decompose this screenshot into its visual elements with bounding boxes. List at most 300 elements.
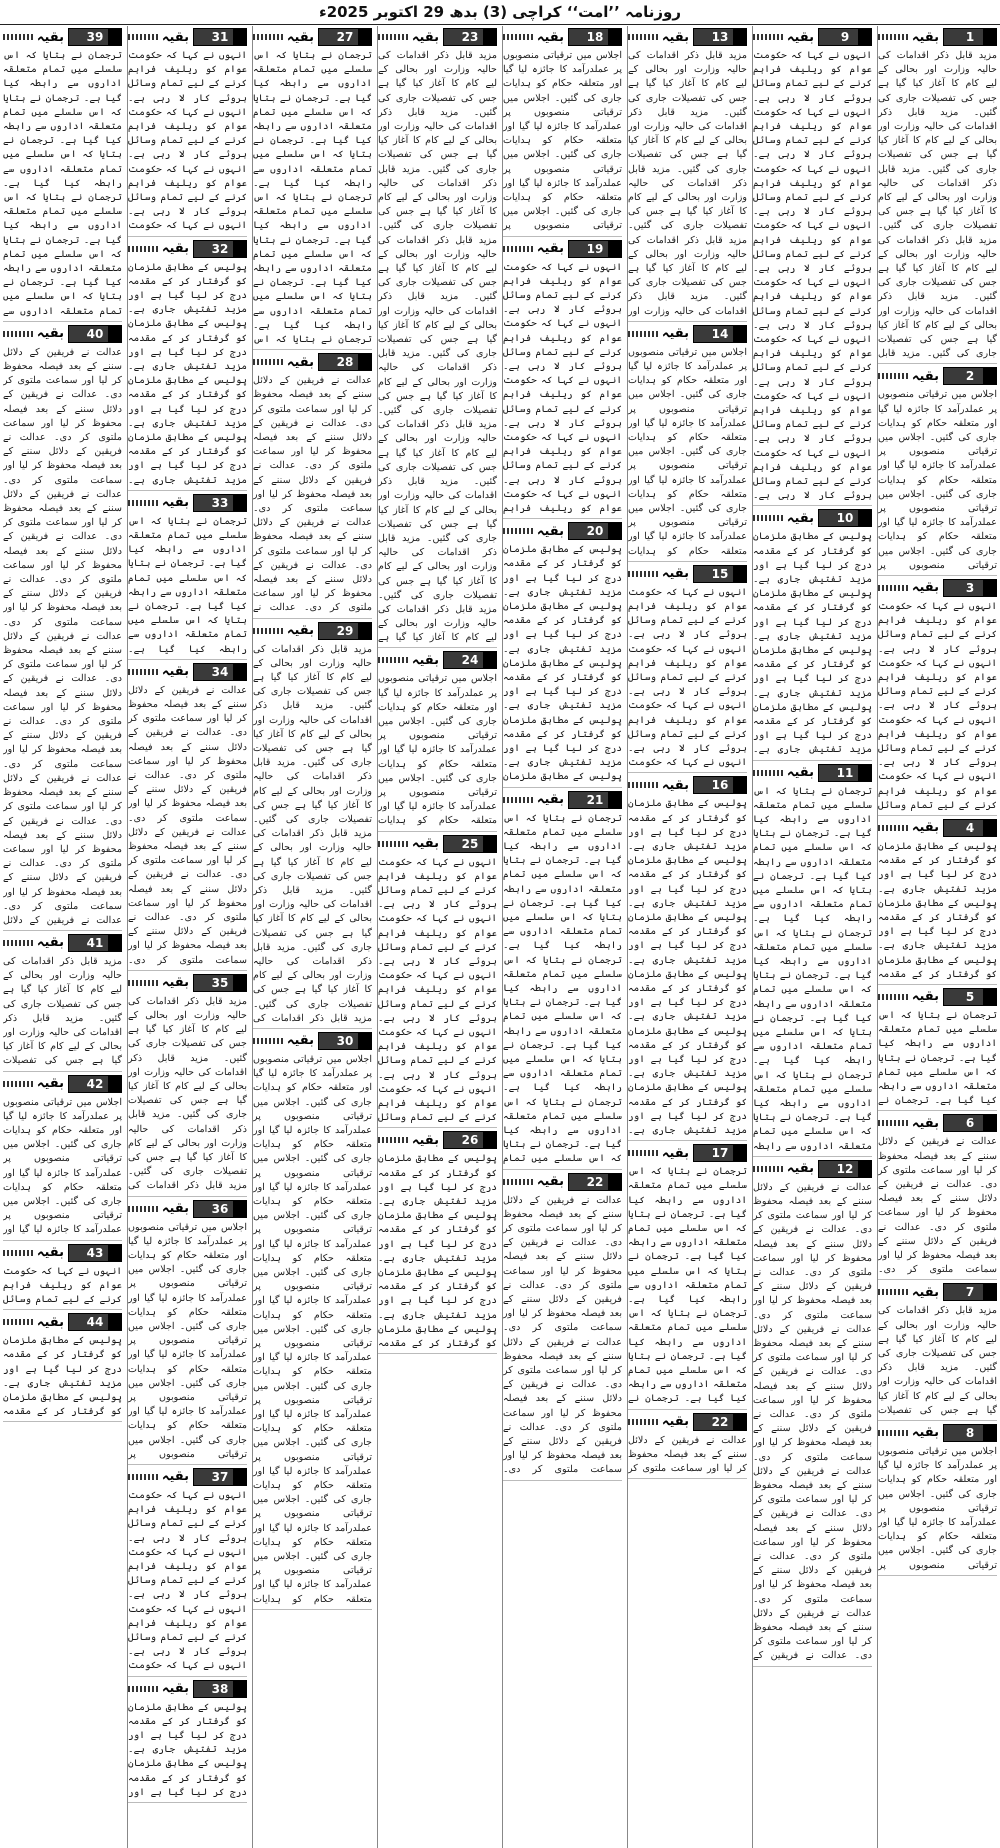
divider (128, 236, 247, 237)
continuation-block-43 (3, 1244, 122, 1311)
continuation-block-29 (253, 622, 372, 1029)
divider (253, 349, 372, 350)
continuation-number: 38 (193, 1680, 247, 1698)
tag-rule (503, 528, 533, 534)
divider (3, 1309, 122, 1310)
continuation-tag (503, 522, 622, 540)
divider (253, 1028, 372, 1029)
continuation-number: 10 (818, 509, 872, 527)
continuation-label: بقیہ (161, 1469, 189, 1485)
divider (628, 1478, 747, 1479)
tag-rule (378, 657, 408, 663)
columns-container (0, 26, 1000, 1848)
divider (878, 1420, 997, 1421)
tag-rule (253, 628, 283, 634)
masthead: روزنامہ ’’امت‘‘ کراچی (3) بدھ 29 اکتوبر 2025ء (0, 0, 1000, 25)
continuation-label: بقیہ (911, 368, 939, 384)
continuation-block-2 (878, 367, 997, 576)
continuation-label: بقیہ (36, 326, 64, 342)
tag-rule (378, 841, 408, 847)
article-text: عدالت نے فریقین کے دلائل سننے کے بعد فیصلہ محفوظ کر لیا اور سماعت ملتوی کر دی۔ عدالت نے فریقین کے دلائل سننے کے بعد فیصلہ محفوظ کر لیا اور سماعت ملتوی کر دی۔ عدالت نے فریقین کے دلائل سننے کے بعد فیصلہ محفوظ کر لیا اور سماعت ملتوی کر دی۔ (878, 1136, 997, 1276)
continuation-label: بقیہ (786, 510, 814, 526)
article-text: ترجمان نے بتایا کہ اس سلسلے میں تمام متعلقہ اداروں سے رابطہ کیا گیا ہے۔ ترجمان نے بتایا کہ اس سلسلے میں تمام متعلقہ اداروں سے رابطہ کیا گیا ہے۔ ترجمان نے بتایا کہ اس سلسلے میں تمام متعلقہ اداروں سے رابطہ کیا گیا ہے۔ ترجمان نے بتایا کہ اس سلسلے میں تمام متعلقہ اداروں سے رابطہ کیا گیا ہے۔ ترجمان نے بتایا کہ اس سلسلے میں تمام متعلقہ اداروں سے رابطہ کیا گیا ہے۔ ترجمان نے بتایا کہ اس سلسلے میں تمام متعلقہ اداروں سے رابطہ کیا گیا ہے۔ ترجمان نے بتایا کہ اس سلسلے میں تمام متعلقہ اداروں سے رابطہ کیا گیا ہے۔ ترجمان نے بتایا کہ اس سلسلے میں تمام (503, 812, 622, 1165)
tag-rule (878, 994, 908, 1000)
article-text: عدالت نے فریقین کے دلائل سننے کے بعد فیصلہ محفوظ کر لیا اور سماعت ملتوی کر (628, 1434, 747, 1474)
column-2 (752, 26, 872, 1848)
continuation-block-20 (503, 522, 622, 787)
column-4 (502, 26, 622, 1848)
tag-rule (378, 1137, 408, 1143)
continuation-number: 28 (318, 353, 372, 371)
continuation-label: بقیہ (411, 29, 439, 45)
article-text: مزید قابل ذکر اقدامات کی حالیہ وزارت اور بحالی کے لیے کام کا آغاز کیا گیا ہے جس کی تفصیلات جاری کی گئیں۔ مزید قابل ذکر اقدامات کی حالیہ وزارت اور بحالی کے لیے کام کا آغاز کیا گیا ہے جس کی تفصیلات جاری کی گئیں۔ مزید قابل ذکر اقدامات کی حالیہ وزارت اور بحالی کے لیے کام کا آغاز کیا گیا ہے جس کی تفصیلات جاری کی گئیں۔ مزید قابل ذکر اقدامات کی حالیہ وزارت اور بحالی کے لیے کام کا آغاز کیا گیا ہے جس کی تفصیلات جاری کی گئیں۔ مزید قابل ذکر اقدامات کی حالیہ وزارت اور بحالی کے لیے کام کا آغاز کیا گیا ہے جس کی تفصیلات جاری کی گئیں۔ مزید قابل ذکر اقدامات کی حالیہ وزارت اور بحالی کے لیے کام کا آغاز کیا گیا ہے جس کی تفصیلات جاری کی گئیں۔ مزید قابل ذکر اقدامات کی (253, 643, 372, 1024)
continuation-block-31 (128, 28, 247, 237)
continuation-number: 19 (568, 240, 622, 258)
column-5 (377, 26, 497, 1848)
article-text: اجلاس میں ترقیاتی منصوبوں پر عملدرآمد کا جائزہ لیا گیا اور متعلقہ حکام کو ہدایات جاری کی گئیں۔ اجلاس میں ترقیاتی منصوبوں پر عملدرآمد کا جائزہ لیا گیا اور متعلقہ حکام کو ہدایات جاری کی گئیں۔ اجلاس میں ترقیاتی منصوبوں پر عملدرآمد کا جائزہ لیا گیا اور متعلقہ حکام کو ہدایات جاری کی گئیں۔ اجلاس میں ترقیاتی منصوبوں پر عملدرآمد کا جائزہ لیا گیا اور متعلقہ حکام کو ہدایات (628, 346, 747, 557)
continuation-label: بقیہ (36, 29, 64, 45)
continuation-number: 1 (943, 28, 997, 46)
divider (503, 787, 622, 788)
divider (128, 490, 247, 491)
continuation-tag (878, 1424, 997, 1442)
continuation-tag (128, 1200, 247, 1218)
divider (503, 236, 622, 237)
continuation-label: بقیہ (161, 664, 189, 680)
continuation-number: 13 (693, 28, 747, 46)
continuation-block-28 (253, 353, 372, 618)
continuation-tag (253, 622, 372, 640)
continuation-tag (128, 1680, 247, 1698)
continuation-block-16 (628, 776, 747, 1141)
article-text: انہوں نے کہا کہ حکومت عوام کو ریلیف فراہم کرنے کے لیے تمام وسائل بروئے کار لا رہی ہے۔ انہوں نے کہا کہ حکومت عوام کو ریلیف فراہم کرنے کے لیے تمام وسائل بروئے کار لا رہی ہے۔ انہوں نے کہا کہ حکومت عوام کو ریلیف فراہم کرنے کے لیے تمام وسائل بروئے کار لا رہی ہے۔ انہوں نے کہا کہ حکومت عوام کو ریلیف فراہم کرنے کے لیے تمام وسائل بروئے کار لا رہی ہے۔ انہوں نے کہا کہ حکومت عوام کو ریلیف فراہم کرنے کے لیے تمام وسائل بروئے کار لا رہی ہے۔ انہوں نے کہا کہ حکومت عوام کو ریلیف فراہم کرنے کے لیے تمام وسائل بروئے کار لا رہی ہے۔ انہوں نے کہا کہ حکومت عوام کو ریلیف فراہم کرنے کے لیے تمام وسائل بروئے کار لا رہی ہے۔ انہوں نے کہا کہ حکومت عوام کو ریلیف فراہم کرنے کے لیے تمام وسائل بروئے کار لا رہی ہے۔ (753, 50, 872, 502)
continuation-label: بقیہ (411, 836, 439, 852)
continuation-block-21 (503, 791, 622, 1170)
continuation-block-44 (3, 1313, 122, 1422)
continuation-number: 21 (568, 791, 622, 809)
tag-rule (3, 1319, 33, 1325)
continuation-block-24 (378, 651, 497, 831)
continuation-number: 6 (943, 1114, 997, 1132)
article-text: اجلاس میں ترقیاتی منصوبوں پر عملدرآمد کا جائزہ لیا گیا اور متعلقہ حکام کو ہدایات جاری کی گئیں۔ اجلاس میں ترقیاتی منصوبوں پر عملدرآمد کا جائزہ لیا گیا اور متعلقہ حکام کو ہدایات جاری کی گئیں۔ اجلاس میں ترقیاتی منصوبوں پر عملدرآمد کا جائزہ لیا گیا اور متعلقہ حکام کو ہدایات جاری کی گئیں۔ اجلاس میں ترقیاتی منصوبوں پر (503, 50, 622, 232)
article-text: عدالت نے فریقین کے دلائل سننے کے بعد فیصلہ محفوظ کر لیا اور سماعت ملتوی کر دی۔ عدالت نے فریقین کے دلائل سننے کے بعد فیصلہ محفوظ کر لیا اور سماعت ملتوی کر دی۔ عدالت نے فریقین کے دلائل سننے کے بعد فیصلہ محفوظ کر لیا اور سماعت ملتوی کر دی۔ عدالت نے فریقین کے دلائل سننے کے بعد فیصلہ محفوظ کر لیا اور سماعت ملتوی کر دی۔ عدالت نے فریقین کے دلائل سننے کے بعد فیصلہ محفوظ کر لیا اور سماعت ملتوی کر دی۔ عدالت نے فریقین کے دلائل سننے کے بعد فیصلہ محفوظ کر لیا اور سماعت ملتوی کر دی۔ (128, 684, 247, 966)
article-text: عدالت نے فریقین کے دلائل سننے کے بعد فیصلہ محفوظ کر لیا اور سماعت ملتوی کر دی۔ عدالت نے فریقین کے دلائل سننے کے بعد فیصلہ محفوظ کر لیا اور سماعت ملتوی کر دی۔ عدالت نے فریقین کے دلائل سننے کے بعد فیصلہ محفوظ کر لیا اور سماعت ملتوی کر دی۔ عدالت نے فریقین کے دلائل سننے کے بعد فیصلہ محفوظ کر لیا اور سماعت ملتوی کر دی۔ عدالت نے فریقین کے دلائل سننے کے بعد فیصلہ محفوظ کر لیا اور سماعت ملتوی کر دی۔ عدالت نے (253, 375, 372, 614)
continuation-block-12 (753, 1160, 872, 1667)
continuation-label: بقیہ (411, 1132, 439, 1148)
tag-rule (503, 1179, 533, 1185)
continuation-label: بقیہ (161, 29, 189, 45)
tag-rule (753, 1166, 783, 1172)
tag-rule (128, 246, 158, 252)
continuation-block-3 (878, 579, 997, 816)
continuation-number: 26 (443, 1131, 497, 1149)
continuation-label: بقیہ (161, 975, 189, 991)
divider (503, 1480, 622, 1481)
tag-rule (628, 331, 658, 337)
tag-rule (628, 782, 658, 788)
continuation-label: بقیہ (661, 777, 689, 793)
continuation-tag (503, 240, 622, 258)
divider (628, 321, 747, 322)
continuation-number: 15 (693, 565, 747, 583)
continuation-number: 17 (693, 1144, 747, 1162)
continuation-tag (628, 325, 747, 343)
tag-rule (3, 331, 33, 337)
tag-rule (128, 34, 158, 40)
continuation-block-35 (128, 974, 247, 1197)
continuation-tag (878, 1283, 997, 1301)
continuation-label: بقیہ (536, 523, 564, 539)
continuation-label: بقیہ (286, 354, 314, 370)
article-text: انہوں نے کہا کہ حکومت عوام کو ریلیف فراہم کرنے کے لیے تمام وسائل (3, 1265, 122, 1305)
continuation-tag (628, 776, 747, 794)
tag-rule (253, 1038, 283, 1044)
continuation-tag (3, 1244, 122, 1262)
divider (753, 760, 872, 761)
continuation-label: بقیہ (36, 1076, 64, 1092)
continuation-number: 27 (318, 28, 372, 46)
continuation-block-15 (628, 565, 747, 774)
continuation-tag (128, 28, 247, 46)
article-text: عدالت نے فریقین کے دلائل سننے کے بعد فیصلہ محفوظ کر لیا اور سماعت ملتوی کر دی۔ عدالت نے فریقین کے دلائل سننے کے بعد فیصلہ محفوظ کر لیا اور سماعت ملتوی کر دی۔ عدالت نے فریقین کے دلائل سننے کے بعد فیصلہ محفوظ کر لیا اور سماعت ملتوی کر دی۔ عدالت نے فریقین کے دلائل سننے کے بعد فیصلہ محفوظ کر لیا اور سماعت ملتوی کر دی۔ عدالت نے فریقین کے دلائل سننے کے بعد فیصلہ محفوظ کر لیا اور سماعت ملتوی کر دی۔ عدالت نے فریقین کے دلائل سننے کے بعد فیصلہ محفوظ کر لیا اور سماعت ملتوی کر دی۔ عدالت نے فریقین کے دلائل سننے کے بعد فیصلہ محفوظ کر لیا اور سماعت ملتوی کر دی۔ عدالت نے فریقین کے دلائل سننے کے بعد فیصلہ محفوظ کر لیا اور سماعت ملتوی کر دی۔ عدالت نے فریقین کے دلائل سننے کے بعد فیصلہ محفوظ کر لیا اور سماعت ملتوی کر دی۔ عدالت نے فریقین کے دلائل سننے کے بعد فیصلہ محفوظ کر لیا اور سماعت ملتوی کر دی۔ عدالت نے فریقین کے (753, 1181, 872, 1662)
continuation-number: 40 (68, 325, 122, 343)
continuation-label: بقیہ (411, 652, 439, 668)
continuation-tag (253, 1032, 372, 1050)
continuation-tag (503, 28, 622, 46)
continuation-tag (628, 565, 747, 583)
continuation-block-36 (128, 1200, 247, 1465)
continuation-block-40 (3, 325, 122, 931)
continuation-label: بقیہ (161, 495, 189, 511)
continuation-block-18 (503, 28, 622, 237)
continuation-block-34 (128, 663, 247, 971)
tag-rule (128, 980, 158, 986)
tag-rule (628, 34, 658, 40)
continuation-label: بقیہ (286, 29, 314, 45)
continuation-tag (628, 1144, 747, 1162)
continuation-tag (378, 1131, 497, 1149)
tag-rule (878, 34, 908, 40)
divider (753, 505, 872, 506)
continuation-block-23 (378, 28, 497, 648)
article-text: پولیس کے مطابق ملزمان کو گرفتار کر کے مقدمہ درج کر لیا گیا ہے اور مزید تفتیش جاری ہے۔ پولیس کے مطابق ملزمان کو گرفتار کر کے مقدمہ درج کر لیا گیا ہے اور مزید تفتیش جاری ہے۔ پولیس کے مطابق ملزمان کو گرفتار کر کے مقدمہ (878, 840, 997, 980)
tag-rule (128, 1206, 158, 1212)
divider (128, 970, 247, 971)
continuation-label: بقیہ (36, 935, 64, 951)
continuation-block-42 (3, 1075, 122, 1241)
divider (503, 518, 622, 519)
continuation-number: 3 (943, 579, 997, 597)
tag-rule (878, 373, 908, 379)
divider (3, 321, 122, 322)
tag-rule (378, 34, 408, 40)
article-text: پولیس کے مطابق ملزمان کو گرفتار کر کے مقدمہ درج کر لیا گیا ہے اور مزید تفتیش جاری ہے۔ پولیس کے مطابق ملزمان کو گرفتار کر کے مقدمہ (3, 1335, 122, 1418)
continuation-tag (378, 651, 497, 669)
article-text: اجلاس میں ترقیاتی منصوبوں پر عملدرآمد کا جائزہ لیا گیا اور متعلقہ حکام کو ہدایات جاری کی گئیں۔ اجلاس میں ترقیاتی منصوبوں پر عملدرآمد کا جائزہ لیا گیا اور متعلقہ حکام کو ہدایات جاری کی گئیں۔ اجلاس میں ترقیاتی منصوبوں پر عملدرآمد کا جائزہ لیا گیا اور (3, 1096, 122, 1236)
divider (878, 815, 997, 816)
continuation-label: بقیہ (536, 792, 564, 808)
divider (3, 930, 122, 931)
continuation-number: 39 (68, 28, 122, 46)
article-text: اجلاس میں ترقیاتی منصوبوں پر عملدرآمد کا جائزہ لیا گیا اور متعلقہ حکام کو ہدایات جاری کی گئیں۔ اجلاس میں ترقیاتی منصوبوں پر عملدرآمد کا جائزہ لیا گیا اور متعلقہ حکام کو ہدایات جاری کی گئیں۔ اجلاس میں ترقیاتی منصوبوں پر عملدرآمد کا جائزہ لیا گیا اور متعلقہ حکام کو ہدایات جاری کی گئیں۔ اجلاس میں ترقیاتی منصوبوں پر عملدرآمد کا جائزہ لیا گیا اور متعلقہ حکام کو ہدایات جاری کی گئیں۔ اجلاس میں ترقیاتی منصوبوں پر عملدرآمد کا جائزہ لیا گیا اور متعلقہ حکام کو ہدایات جاری کی گئیں۔ اجلاس میں ترقیاتی منصوبوں پر عملدرآمد کا جائزہ لیا گیا اور متعلقہ حکام کو ہدایات جاری کی گئیں۔ اجلاس میں ترقیاتی منصوبوں پر عملدرآمد کا جائزہ لیا گیا اور متعلقہ حکام کو ہدایات جاری کی گئیں۔ اجلاس میں ترقیاتی منصوبوں پر عملدرآمد کا جائزہ لیا گیا اور متعلقہ حکام کو ہدایات جاری کی گئیں۔ اجلاس میں ترقیاتی منصوبوں پر عملدرآمد کا جائزہ لیا گیا اور متعلقہ حکام کو ہدایات جاری کی گئیں۔ اجلاس میں ترقیاتی منصوبوں پر عملدرآمد کا جائزہ لیا گیا اور متعلقہ حکام کو ہدایات (253, 1053, 372, 1605)
continuation-block-38 (128, 1680, 247, 1803)
article-text: انہوں نے کہا کہ حکومت عوام کو ریلیف فراہم کرنے کے لیے تمام وسائل بروئے کار لا رہی ہے۔ انہوں نے کہا کہ حکومت عوام کو ریلیف فراہم کرنے کے لیے تمام وسائل بروئے کار لا رہی ہے۔ انہوں نے کہا کہ حکومت عوام کو ریلیف فراہم کرنے کے لیے تمام وسائل بروئے کار لا رہی ہے۔ انہوں نے کہا کہ حکومت (128, 1489, 247, 1672)
article-text: مزید قابل ذکر اقدامات کی حالیہ وزارت اور بحالی کے لیے کام کا آغاز کیا گیا ہے جس کی تفصیلات جاری کی گئیں۔ مزید قابل ذکر اقدامات کی حالیہ وزارت اور بحالی کے لیے کام کا آغاز کیا گیا ہے جس کی تفصیلات جاری کی گئیں۔ مزید قابل ذکر اقدامات کی حالیہ وزارت اور بحالی کے لیے کام کا آغاز کیا گیا ہے جس کی تفصیلات جاری کی گئیں۔ مزید قابل ذکر اقدامات کی حالیہ وزارت اور بحالی کے لیے کام کا آغاز کیا گیا ہے جس کی تفصیلات جاری کی گئیں۔ مزید قابل ذکر اقدامات کی حالیہ وزارت اور (628, 50, 747, 317)
continuation-tag (3, 1313, 122, 1331)
continuation-number: 18 (568, 28, 622, 46)
article-text: اجلاس میں ترقیاتی منصوبوں پر عملدرآمد کا جائزہ لیا گیا اور متعلقہ حکام کو ہدایات جاری کی گئیں۔ اجلاس میں ترقیاتی منصوبوں پر عملدرآمد کا جائزہ لیا گیا اور متعلقہ حکام کو ہدایات جاری کی گئیں۔ اجلاس میں ترقیاتی منصوبوں پر عملدرآمد کا جائزہ لیا گیا اور متعلقہ حکام کو ہدایات (378, 673, 497, 827)
continuation-number: 24 (443, 651, 497, 669)
continuation-number: 23 (443, 28, 497, 46)
divider (3, 1421, 122, 1422)
tag-rule (878, 1289, 908, 1295)
continuation-tag (253, 28, 372, 46)
article-text: پولیس کے مطابق ملزمان کو گرفتار کر کے مقدمہ درج کر لیا گیا ہے اور مزید تفتیش جاری ہے۔ پولیس کے مطابق ملزمان کو گرفتار کر کے مقدمہ درج کر لیا گیا ہے اور مزید تفتیش جاری ہے۔ پولیس کے مطابق ملزمان کو گرفتار کر کے مقدمہ درج کر لیا گیا ہے اور مزید تفتیش جاری ہے۔ پولیس کے مطابق ملزمان کو گرفتار کر کے مقدمہ درج کر لیا گیا ہے اور مزید تفتیش جاری ہے۔ پولیس کے مطابق ملزمان (503, 544, 622, 783)
continuation-tag (3, 934, 122, 952)
column-3 (627, 26, 747, 1848)
continuation-block-11 (753, 764, 872, 1157)
article-text: انہوں نے کہا کہ حکومت عوام کو ریلیف فراہم کرنے کے لیے تمام وسائل بروئے کار لا رہی ہے۔ انہوں نے کہا کہ حکومت عوام کو ریلیف فراہم کرنے کے لیے تمام وسائل بروئے کار لا رہی ہے۔ انہوں نے کہا کہ حکومت عوام کو ریلیف فراہم کرنے کے لیے تمام وسائل بروئے کار لا رہی ہے۔ انہوں نے کہا کہ حکومت عوام کو ریلیف فراہم کرنے کے لیے تمام وسائل بروئے کار لا رہی ہے۔ انہوں نے کہا کہ حکومت عوام کو ریلیف فراہم کرنے کے لیے تمام وسائل (378, 856, 497, 1124)
article-text: ترجمان نے بتایا کہ اس سلسلے میں تمام متعلقہ اداروں سے رابطہ کیا گیا ہے۔ ترجمان نے بتایا کہ اس سلسلے میں تمام متعلقہ اداروں سے رابطہ کیا گیا ہے۔ ترجمان نے بتایا کہ اس سلسلے میں تمام متعلقہ اداروں سے رابطہ کیا گیا ہے۔ ترجمان نے بتایا کہ اس سلسلے میں تمام متعلقہ اداروں سے رابطہ کیا گیا ہے۔ ترجمان نے بتایا کہ اس سلسلے میں تمام متعلقہ اداروں سے رابطہ کیا گیا ہے۔ ترجمان نے (628, 1166, 747, 1405)
continuation-block-5 (878, 988, 997, 1111)
continuation-tag (753, 28, 872, 46)
tag-rule (3, 34, 33, 40)
tag-rule (3, 1250, 33, 1256)
tag-rule (253, 359, 283, 365)
continuation-tag (3, 28, 122, 46)
continuation-number: 25 (443, 835, 497, 853)
article-text: ترجمان نے بتایا کہ اس سلسلے میں تمام متعلقہ اداروں سے رابطہ کیا گیا ہے۔ ترجمان نے بتایا کہ اس سلسلے میں تمام متعلقہ اداروں سے رابطہ کیا گیا ہے۔ ترجمان نے (878, 1009, 997, 1107)
divider (128, 1802, 247, 1803)
divider (628, 772, 747, 773)
continuation-number: 20 (568, 522, 622, 540)
continuation-block-9 (753, 28, 872, 506)
continuation-number: 2 (943, 367, 997, 385)
article-text: پولیس کے مطابق ملزمان کو گرفتار کر کے مقدمہ درج کر لیا گیا ہے اور مزید تفتیش جاری ہے۔ پولیس کے مطابق ملزمان کو گرفتار کر کے مقدمہ درج کر لیا گیا ہے اور مزید تفتیش جاری ہے۔ پولیس کے مطابق ملزمان کو گرفتار کر کے مقدمہ درج کر لیا گیا ہے اور مزید تفتیش جاری ہے۔ پولیس کے مطابق ملزمان کو گرفتار کر کے مقدمہ (378, 1153, 497, 1350)
tag-rule (503, 246, 533, 252)
article-text: پولیس کے مطابق ملزمان کو گرفتار کر کے مقدمہ درج کر لیا گیا ہے اور مزید تفتیش جاری ہے۔ پولیس کے مطابق ملزمان کو گرفتار کر کے مقدمہ درج کر لیا گیا ہے اور مزید تفتیش جاری ہے۔ پولیس کے مطابق ملزمان کو گرفتار کر کے مقدمہ درج کر لیا گیا ہے اور مزید تفتیش جاری ہے۔ پولیس کے مطابق ملزمان کو گرفتار کر کے مقدمہ درج کر لیا گیا ہے اور مزید تفتیش جاری ہے۔ (128, 261, 247, 486)
continuation-tag (753, 1160, 872, 1178)
continuation-label: بقیہ (36, 1314, 64, 1330)
article-text: مزید قابل ذکر اقدامات کی حالیہ وزارت اور بحالی کے لیے کام کا آغاز کیا گیا ہے جس کی تفصیلات جاری کی گئیں۔ مزید قابل ذکر اقدامات کی حالیہ وزارت اور بحالی کے لیے کام کا آغاز کیا گیا ہے جس کی تفصیلات (3, 955, 122, 1067)
tag-rule (628, 1419, 658, 1425)
article-text: مزید قابل ذکر اقدامات کی حالیہ وزارت اور بحالی کے لیے کام کا آغاز کیا گیا ہے جس کی تفصیلات جاری کی گئیں۔ مزید قابل ذکر اقدامات کی حالیہ وزارت اور بحالی کے لیے کام کا آغاز کیا گیا ہے جس کی تفصیلات جاری کی گئیں۔ مزید قابل ذکر اقدامات کی حالیہ وزارت اور بحالی کے لیے کام کا آغاز کیا گیا ہے جس کی تفصیلات جاری کی گئیں۔ مزید قابل ذکر اقدامات کی (128, 995, 247, 1192)
continuation-label: بقیہ (911, 989, 939, 1005)
divider (628, 561, 747, 562)
continuation-tag (878, 988, 997, 1006)
continuation-block-37 (128, 1468, 247, 1677)
tag-rule (628, 1150, 658, 1156)
tag-rule (628, 571, 658, 577)
continuation-block-33 (128, 494, 247, 660)
continuation-block-32 (128, 240, 247, 491)
tag-rule (128, 1686, 158, 1692)
continuation-label: بقیہ (661, 1145, 689, 1161)
continuation-number: 35 (193, 974, 247, 992)
tag-rule (128, 1474, 158, 1480)
article-text: اجلاس میں ترقیاتی منصوبوں پر عملدرآمد کا جائزہ لیا گیا اور متعلقہ حکام کو ہدایات جاری کی گئیں۔ اجلاس میں ترقیاتی منصوبوں پر عملدرآمد کا جائزہ لیا گیا اور متعلقہ حکام کو ہدایات جاری کی گئیں۔ اجلاس میں ترقیاتی منصوبوں پر عملدرآمد کا جائزہ لیا گیا اور متعلقہ حکام کو ہدایات جاری کی گئیں۔ اجلاس میں ترقیاتی منصوبوں پر (878, 389, 997, 571)
continuation-tag (878, 367, 997, 385)
divider (3, 1240, 122, 1241)
divider (878, 1279, 997, 1280)
continuation-block-13 (628, 28, 747, 322)
continuation-tag (128, 663, 247, 681)
tag-rule (753, 770, 783, 776)
continuation-label: بقیہ (786, 29, 814, 45)
continuation-number: 36 (193, 1200, 247, 1218)
divider (628, 1409, 747, 1410)
divider (253, 1609, 372, 1610)
continuation-block-26 (378, 1131, 497, 1354)
continuation-number: 4 (943, 819, 997, 837)
tag-rule (503, 34, 533, 40)
divider (878, 1575, 997, 1576)
continuation-number: 33 (193, 494, 247, 512)
continuation-block-39 (3, 28, 122, 322)
divider (128, 1676, 247, 1677)
article-text: اجلاس میں ترقیاتی منصوبوں پر عملدرآمد کا جائزہ لیا گیا اور متعلقہ حکام کو ہدایات جاری کی گئیں۔ اجلاس میں ترقیاتی منصوبوں پر عملدرآمد کا جائزہ لیا گیا اور متعلقہ حکام کو ہدایات جاری کی گئیں۔ اجلاس میں ترقیاتی منصوبوں پر عملدرآمد کا جائزہ لیا گیا اور متعلقہ حکام کو ہدایات جاری کی گئیں۔ اجلاس میں ترقیاتی منصوبوں پر عملدرآمد کا جائزہ لیا گیا اور متعلقہ حکام کو ہدایات جاری کی گئیں۔ اجلاس میں ترقیاتی منصوبوں پر (128, 1221, 247, 1460)
article-text: ترجمان نے بتایا کہ اس سلسلے میں تمام متعلقہ اداروں سے رابطہ کیا گیا ہے۔ ترجمان نے بتایا کہ اس سلسلے میں تمام متعلقہ اداروں سے رابطہ کیا گیا ہے۔ ترجمان نے بتایا کہ اس سلسلے میں تمام متعلقہ اداروں سے رابطہ کیا گیا ہے۔ (128, 515, 247, 655)
column-7 (127, 26, 247, 1848)
continuation-label: بقیہ (536, 1174, 564, 1190)
continuation-block-25 (378, 835, 497, 1129)
continuation-block-14 (628, 325, 747, 562)
continuation-label: بقیہ (911, 1425, 939, 1441)
column-1 (877, 26, 997, 1848)
divider (878, 363, 997, 364)
continuation-label: بقیہ (286, 1033, 314, 1049)
article-text: انہوں نے کہا کہ حکومت عوام کو ریلیف فراہم کرنے کے لیے تمام وسائل بروئے کار لا رہی ہے۔ انہوں نے کہا کہ حکومت عوام کو ریلیف فراہم کرنے کے لیے تمام وسائل بروئے کار لا رہی ہے۔ انہوں نے کہا کہ حکومت عوام کو ریلیف فراہم کرنے کے لیے تمام وسائل بروئے کار لا رہی ہے۔ انہوں نے کہا کہ حکومت (628, 586, 747, 769)
tag-rule (878, 1430, 908, 1436)
column-8 (3, 26, 122, 1848)
continuation-label: بقیہ (911, 1115, 939, 1131)
continuation-tag (503, 1173, 622, 1191)
continuation-tag (628, 28, 747, 46)
continuation-tag (878, 1114, 997, 1132)
continuation-label: بقیہ (911, 580, 939, 596)
continuation-block-7 (878, 1283, 997, 1421)
article-text: پولیس کے مطابق ملزمان کو گرفتار کر کے مقدمہ درج کر لیا گیا ہے اور مزید تفتیش جاری ہے۔ پولیس کے مطابق ملزمان کو گرفتار کر کے مقدمہ درج کر لیا گیا ہے اور مزید تفتیش جاری ہے۔ پولیس کے مطابق ملزمان کو گرفتار کر کے مقدمہ درج کر لیا گیا ہے اور مزید تفتیش جاری ہے۔ پولیس کے مطابق ملزمان کو گرفتار کر کے مقدمہ درج کر لیا گیا ہے اور مزید تفتیش جاری ہے۔ (753, 531, 872, 756)
continuation-tag (128, 974, 247, 992)
divider (378, 1353, 497, 1354)
divider (128, 1464, 247, 1465)
continuation-number: 30 (318, 1032, 372, 1050)
continuation-tag (378, 835, 497, 853)
tag-rule (753, 34, 783, 40)
continuation-label: بقیہ (161, 1201, 189, 1217)
tag-rule (878, 825, 908, 831)
tag-rule (503, 797, 533, 803)
continuation-label: بقیہ (911, 29, 939, 45)
divider (628, 1140, 747, 1141)
continuation-number: 8 (943, 1424, 997, 1442)
continuation-tag (3, 1075, 122, 1093)
divider (878, 575, 997, 576)
divider (128, 1196, 247, 1197)
continuation-number: 32 (193, 240, 247, 258)
continuation-block-27 (253, 28, 372, 350)
article-text: ترجمان نے بتایا کہ اس سلسلے میں تمام متعلقہ اداروں سے رابطہ کیا گیا ہے۔ ترجمان نے بتایا کہ اس سلسلے میں تمام متعلقہ اداروں سے رابطہ کیا گیا ہے۔ ترجمان نے بتایا کہ اس سلسلے میں تمام متعلقہ اداروں سے رابطہ کیا گیا ہے۔ ترجمان نے بتایا کہ اس سلسلے میں تمام متعلقہ اداروں سے رابطہ کیا گیا ہے۔ ترجمان نے بتایا کہ اس سلسلے میں تمام متعلقہ اداروں سے رابطہ کیا گیا ہے۔ ترجمان نے بتایا کہ اس سلسلے میں تمام متعلقہ اداروں سے رابطہ کیا گیا ہے۔ ترجمان نے بتایا کہ اس (253, 50, 372, 346)
continuation-block-22 (628, 1413, 747, 1480)
continuation-number: 7 (943, 1283, 997, 1301)
continuation-tag (128, 1468, 247, 1486)
tag-rule (878, 585, 908, 591)
continuation-block-1 (878, 28, 997, 364)
divider (128, 659, 247, 660)
continuation-block-41 (3, 934, 122, 1072)
continuation-number: 5 (943, 988, 997, 1006)
continuation-tag (503, 791, 622, 809)
continuation-block-19 (503, 240, 622, 520)
tag-rule (3, 940, 33, 946)
continuation-label: بقیہ (786, 765, 814, 781)
divider (753, 1666, 872, 1667)
continuation-tag (253, 353, 372, 371)
article-text: پولیس کے مطابق ملزمان کو گرفتار کر کے مقدمہ درج کر لیا گیا ہے اور مزید تفتیش جاری ہے۔ پولیس کے مطابق ملزمان کو گرفتار کر کے مقدمہ درج کر لیا گیا ہے اور مزید تفتیش جاری ہے۔ پولیس کے مطابق ملزمان کو گرفتار کر کے مقدمہ درج کر لیا گیا ہے اور مزید تفتیش جاری ہے۔ پولیس کے مطابق ملزمان کو گرفتار کر کے مقدمہ درج کر لیا گیا ہے اور مزید تفتیش جاری ہے۔ پولیس کے مطابق ملزمان کو گرفتار کر کے مقدمہ درج کر لیا گیا ہے اور مزید تفتیش جاری ہے۔ پولیس کے مطابق ملزمان کو گرفتار کر کے مقدمہ درج کر لیا گیا ہے اور مزید تفتیش جاری ہے۔ (628, 798, 747, 1137)
tag-rule (753, 515, 783, 521)
article-text: مزید قابل ذکر اقدامات کی حالیہ وزارت اور بحالی کے لیے کام کا آغاز کیا گیا ہے جس کی تفصیلات جاری کی گئیں۔ مزید قابل ذکر اقدامات کی حالیہ وزارت اور بحالی کے لیے کام کا آغاز کیا گیا ہے جس کی تفصیلات (878, 1305, 997, 1416)
continuation-number: 34 (193, 663, 247, 681)
article-text: ترجمان نے بتایا کہ اس سلسلے میں تمام متعلقہ اداروں سے رابطہ کیا گیا ہے۔ ترجمان نے بتایا کہ اس سلسلے میں تمام متعلقہ اداروں سے رابطہ کیا گیا ہے۔ ترجمان نے بتایا کہ اس سلسلے میں تمام متعلقہ اداروں سے رابطہ کیا گیا ہے۔ ترجمان نے بتایا کہ اس سلسلے میں تمام متعلقہ اداروں سے رابطہ کیا گیا ہے۔ ترجمان نے بتایا کہ اس سلسلے میں تمام متعلقہ اداروں سے رابطہ کیا گیا ہے۔ ترجمان نے بتایا کہ اس سلسلے میں تمام متعلقہ اداروں سے رابطہ کیا گیا ہے۔ ترجمان نے بتایا کہ اس سلسلے میں تمام متعلقہ اداروں سے رابطہ کیا گیا ہے۔ ترجمان نے بتایا کہ اس سلسلے میں تمام متعلقہ اداروں سے رابطہ (753, 785, 872, 1152)
continuation-number: 9 (818, 28, 872, 46)
article-text: اجلاس میں ترقیاتی منصوبوں پر عملدرآمد کا جائزہ لیا گیا اور متعلقہ حکام کو ہدایات جاری کی گئیں۔ اجلاس میں ترقیاتی منصوبوں پر عملدرآمد کا جائزہ لیا گیا اور متعلقہ حکام کو ہدایات جاری کی گئیں۔ اجلاس میں ترقیاتی منصوبوں پر (878, 1445, 997, 1571)
continuation-number: 22 (568, 1173, 622, 1191)
continuation-label: بقیہ (661, 566, 689, 582)
article-text: ترجمان نے بتایا کہ اس سلسلے میں تمام متعلقہ اداروں سے رابطہ کیا گیا ہے۔ ترجمان نے بتایا کہ اس سلسلے میں تمام متعلقہ اداروں سے رابطہ کیا گیا ہے۔ ترجمان نے بتایا کہ اس سلسلے میں تمام متعلقہ اداروں سے رابطہ کیا گیا ہے۔ ترجمان نے بتایا کہ اس سلسلے میں تمام متعلقہ اداروں سے رابطہ کیا گیا ہے۔ ترجمان نے بتایا کہ اس سلسلے میں تمام متعلقہ اداروں سے رابطہ کیا گیا ہے۔ ترجمان نے بتایا کہ اس سلسلے میں تمام متعلقہ اداروں سے (3, 50, 122, 317)
continuation-number: 41 (68, 934, 122, 952)
article-text: عدالت نے فریقین کے دلائل سننے کے بعد فیصلہ محفوظ کر لیا اور سماعت ملتوی کر دی۔ عدالت نے فریقین کے دلائل سننے کے بعد فیصلہ محفوظ کر لیا اور سماعت ملتوی کر دی۔ عدالت نے فریقین کے دلائل سننے کے بعد فیصلہ محفوظ کر لیا اور سماعت ملتوی کر دی۔ عدالت نے فریقین کے دلائل سننے کے بعد فیصلہ محفوظ کر لیا اور سماعت ملتوی کر دی۔ عدالت نے فریقین کے دلائل سننے کے بعد فیصلہ محفوظ کر لیا اور سماعت ملتوی کر دی۔ عدالت نے فریقین کے دلائل سننے کے بعد فیصلہ محفوظ کر لیا اور سماعت ملتوی کر دی۔ (503, 1194, 622, 1476)
continuation-number: 11 (818, 764, 872, 782)
divider (878, 984, 997, 985)
divider (753, 1156, 872, 1157)
continuation-tag (628, 1413, 747, 1431)
article-text: مزید قابل ذکر اقدامات کی حالیہ وزارت اور بحالی کے لیے کام کا آغاز کیا گیا ہے جس کی تفصیلات جاری کی گئیں۔ مزید قابل ذکر اقدامات کی حالیہ وزارت اور بحالی کے لیے کام کا آغاز کیا گیا ہے جس کی تفصیلات جاری کی گئیں۔ مزید قابل ذکر اقدامات کی حالیہ وزارت اور بحالی کے لیے کام کا آغاز کیا گیا ہے جس کی تفصیلات جاری کی گئیں۔ مزید قابل ذکر اقدامات کی حالیہ وزارت اور بحالی کے لیے کام کا آغاز کیا گیا ہے جس کی تفصیلات جاری کی گئیں۔ مزید قابل ذکر اقدامات کی حالیہ وزارت اور بحالی کے لیے کام کا آغاز کیا گیا ہے جس کی تفصیلات جاری کی گئیں۔ مزید قابل ذکر اقدامات کی حالیہ وزارت اور بحالی کے لیے کام کا آغاز کیا گیا ہے جس کی تفصیلات جاری کی گئیں۔ مزید قابل ذکر اقدامات کی حالیہ وزارت اور بحالی کے لیے کام کا آغاز کیا گیا ہے جس کی تفصیلات جاری کی گئیں۔ مزید قابل ذکر اقدامات کی حالیہ وزارت اور بحالی کے لیے کام کا آغاز کیا گیا ہے جس کی تفصیلات جاری کی گئیں۔ مزید قابل ذکر اقدامات کی حالیہ وزارت اور بحالی کے لیے کام کا آغاز کیا گیا ہے جس کی تفصیلات جاری کی گئیں۔ مزید قابل ذکر اقدامات کی حالیہ وزارت اور بحالی کے لیے کام کا آغاز کیا گیا ہے (378, 50, 497, 644)
continuation-tag (753, 764, 872, 782)
article-text: انہوں نے کہا کہ حکومت عوام کو ریلیف فراہم کرنے کے لیے تمام وسائل بروئے کار لا رہی ہے۔ انہوں نے کہا کہ حکومت عوام کو ریلیف فراہم کرنے کے لیے تمام وسائل بروئے کار لا رہی ہے۔ انہوں نے کہا کہ حکومت عوام کو ریلیف فراہم کرنے کے لیے تمام وسائل بروئے کار لا رہی ہے۔ انہوں نے کہا کہ حکومت عوام کو ریلیف فراہم کرنے کے لیے تمام وسائل بروئے کار لا رہی ہے۔ انہوں نے کہا کہ حکومت عوام کو ریلیف فراہم (503, 261, 622, 515)
tag-rule (253, 34, 283, 40)
article-text: انہوں نے کہا کہ حکومت عوام کو ریلیف فراہم کرنے کے لیے تمام وسائل بروئے کار لا رہی ہے۔ انہوں نے کہا کہ حکومت عوام کو ریلیف فراہم کرنے کے لیے تمام وسائل بروئے کار لا رہی ہے۔ انہوں نے کہا کہ حکومت عوام کو ریلیف فراہم کرنے کے لیے تمام وسائل بروئے کار لا رہی ہے۔ انہوں نے کہا کہ حکومت (128, 50, 247, 232)
continuation-number: 16 (693, 776, 747, 794)
article-text: مزید قابل ذکر اقدامات کی حالیہ وزارت اور بحالی کے لیے کام کا آغاز کیا گیا ہے جس کی تفصیلات جاری کی گئیں۔ مزید قابل ذکر اقدامات کی حالیہ وزارت اور بحالی کے لیے کام کا آغاز کیا گیا ہے جس کی تفصیلات جاری کی گئیں۔ مزید قابل ذکر اقدامات کی حالیہ وزارت اور بحالی کے لیے کام کا آغاز کیا گیا ہے جس کی تفصیلات جاری کی گئیں۔ مزید قابل ذکر اقدامات کی حالیہ وزارت اور بحالی کے لیے کام کا آغاز کیا گیا ہے جس کی تفصیلات جاری کی گئیں۔ مزید قابل ذکر اقدامات کی حالیہ وزارت اور بحالی کے لیے کام کا آغاز کیا گیا ہے جس کی تفصیلات جاری کی گئیں۔ مزید قابل (878, 50, 997, 360)
tag-rule (878, 1120, 908, 1126)
continuation-block-10 (753, 509, 872, 760)
continuation-label: بقیہ (161, 241, 189, 257)
continuation-number: 31 (193, 28, 247, 46)
continuation-tag (128, 240, 247, 258)
continuation-number: 37 (193, 1468, 247, 1486)
tag-rule (3, 1081, 33, 1087)
continuation-tag (378, 28, 497, 46)
continuation-tag (3, 325, 122, 343)
divider (253, 618, 372, 619)
continuation-label: بقیہ (786, 1161, 814, 1177)
continuation-tag (878, 579, 997, 597)
continuation-number: 44 (68, 1313, 122, 1331)
article-text: انہوں نے کہا کہ حکومت عوام کو ریلیف فراہم کرنے کے لیے تمام وسائل بروئے کار لا رہی ہے۔ انہوں نے کہا کہ حکومت عوام کو ریلیف فراہم کرنے کے لیے تمام وسائل بروئے کار لا رہی ہے۔ انہوں نے کہا کہ حکومت عوام کو ریلیف فراہم کرنے کے لیے تمام وسائل بروئے کار لا رہی ہے۔ انہوں نے کہا کہ حکومت عوام کو ریلیف فراہم کرنے کے لیے تمام وسائل (878, 600, 997, 811)
divider (3, 1071, 122, 1072)
article-text: عدالت نے فریقین کے دلائل سننے کے بعد فیصلہ محفوظ کر لیا اور سماعت ملتوی کر دی۔ عدالت نے فریقین کے دلائل سننے کے بعد فیصلہ محفوظ کر لیا اور سماعت ملتوی کر دی۔ عدالت نے فریقین کے دلائل سننے کے بعد فیصلہ محفوظ کر لیا اور سماعت ملتوی کر دی۔ عدالت نے فریقین کے دلائل سننے کے بعد فیصلہ محفوظ کر لیا اور سماعت ملتوی کر دی۔ عدالت نے فریقین کے دلائل سننے کے بعد فیصلہ محفوظ کر لیا اور سماعت ملتوی کر دی۔ عدالت نے فریقین کے دلائل سننے کے بعد فیصلہ محفوظ کر لیا اور سماعت ملتوی کر دی۔ عدالت نے فریقین کے دلائل سننے کے بعد فیصلہ محفوظ کر لیا اور سماعت ملتوی کر دی۔ عدالت نے فریقین کے دلائل سننے کے بعد فیصلہ محفوظ کر لیا اور سماعت ملتوی کر دی۔ عدالت نے فریقین کے دلائل سننے کے بعد فیصلہ محفوظ کر لیا اور سماعت ملتوی کر دی۔ عدالت نے فریقین کے دلائل سننے کے بعد فیصلہ محفوظ کر لیا اور سماعت ملتوی کر دی۔ عدالت نے فریقین کے دلائل سننے کے بعد فیصلہ محفوظ کر لیا اور سماعت ملتوی کر دی۔ عدالت نے فریقین کے دلائل سننے کے بعد فیصلہ محفوظ کر لیا اور سماعت ملتوی کر دی۔ عدالت نے فریقین کے دلائل (3, 346, 122, 926)
continuation-label: بقیہ (286, 623, 314, 639)
continuation-number: 22 (693, 1413, 747, 1431)
continuation-number: 42 (68, 1075, 122, 1093)
continuation-label: بقیہ (536, 241, 564, 257)
continuation-block-17 (628, 1144, 747, 1409)
continuation-label: بقیہ (661, 29, 689, 45)
divider (503, 1169, 622, 1170)
continuation-label: بقیہ (661, 326, 689, 342)
continuation-tag (878, 28, 997, 46)
divider (378, 647, 497, 648)
